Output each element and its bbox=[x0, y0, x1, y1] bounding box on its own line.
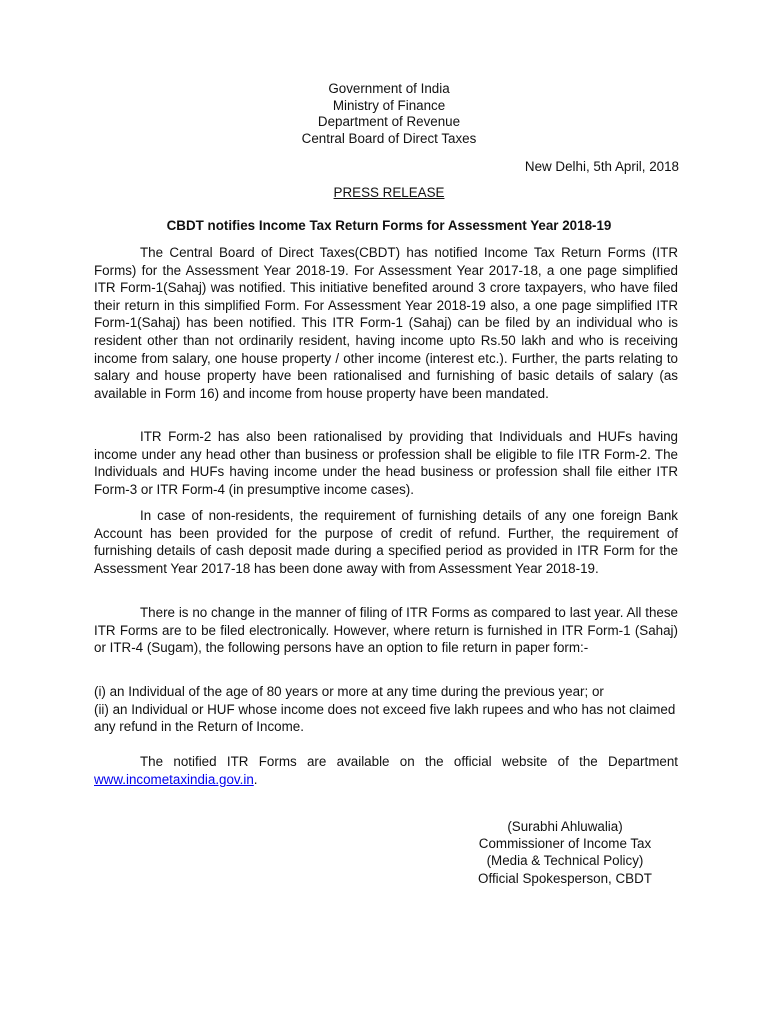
letterhead-board: Central Board of Direct Taxes bbox=[301, 130, 477, 146]
signatory-name: (Surabhi Ahluwalia) bbox=[507, 819, 623, 834]
letterhead-department: Department of Revenue bbox=[317, 114, 461, 129]
signatory-title: Commissioner of Income Tax bbox=[478, 836, 652, 852]
availability-text: The notified ITR Forms are available on the official website of the Department bbox=[140, 754, 678, 769]
letterhead bbox=[0, 81, 770, 147]
paragraph-text: The Central Board of Direct Taxes(CBDT) has notified Income Tax Return Forms (ITR Forms) for the Assessment Year 2018-19. For Assessment Year 2017-18, a one page simplified ITR Form-1(Sahaj) was notified. This initiative benefited around 3 crore taxpayers, who have filed their return in this simplified Form. For Assessment Year 2018-19 also, a one page simplified ITR Form-1(Sahaj) has been notified. This ITR Form-1 (Sahaj) can be filed by an individual who is resident other than not ordinarily resident, having income upto Rs.50 lakh and who is receiving income from salary, one house property / other income (interest etc.). Further, the parts relating to salary and house property have been rationalised and furnishing of basic details of salary (as available in Form 16) and income from house property have been mandated. bbox=[94, 245, 678, 401]
paragraph-text bbox=[94, 753, 678, 788]
availability-period: . bbox=[253, 771, 258, 787]
signature-block bbox=[420, 818, 710, 887]
paper-filing-eligibility-list bbox=[94, 683, 678, 736]
letterhead-ministry: Ministry of Finance bbox=[332, 97, 446, 113]
website-link[interactable]: www.incometaxindia.gov.in bbox=[94, 771, 254, 787]
headline: CBDT notifies Income Tax Return Forms for Assessment Year 2018-19 bbox=[166, 218, 612, 233]
letterhead-government: Government of India bbox=[328, 81, 450, 96]
press-release-label: PRESS RELEASE bbox=[333, 185, 445, 200]
paragraph-availability bbox=[94, 753, 678, 788]
list-item: (i) an Individual of the age of 80 years or more at any time during the previous year; or bbox=[94, 684, 604, 699]
signatory-division: (Media & Technical Policy) bbox=[486, 853, 644, 869]
paragraph-text: In case of non-residents, the requirement of furnishing details of any one foreign Bank Account has been provided for the purpose of credit of refund. Further, the requirement of furnishing details of cash deposit made during a specified period as provided in ITR Form for the Assessment Year 2017-18 has been done away with from Assessment Year 2018-19. bbox=[94, 508, 678, 576]
place-date: New Delhi, 5th April, 2018 bbox=[524, 159, 679, 174]
paragraph-itr-form-1 bbox=[94, 244, 678, 402]
paragraph-filing-manner bbox=[94, 604, 678, 657]
paragraph-text: There is no change in the manner of filing of ITR Forms as compared to last year. All these ITR Forms are to be filed electronically. However, where return is furnished in ITR Form-1 (Sahaj) or ITR-4 (Sugam), the following persons have an option to file return in paper form:- bbox=[94, 605, 678, 656]
paragraph-itr-form-2 bbox=[94, 428, 678, 498]
list-item: (ii) an Individual or HUF whose income does not exceed five lakh rupees and who has not claimed any refund in the Return of Income. bbox=[94, 701, 676, 735]
signatory-role: Official Spokesperson, CBDT bbox=[478, 870, 652, 886]
paragraph-non-residents bbox=[94, 507, 678, 577]
paragraph-text: ITR Form-2 has also been rationalised by providing that Individuals and HUFs having income under any head other than business or profession shall be eligible to file ITR Form-2. The Individuals and HUFs having income under the head business or profession shall file either ITR Form-3 or ITR Form-4 (in presumptive income cases). bbox=[94, 429, 678, 497]
